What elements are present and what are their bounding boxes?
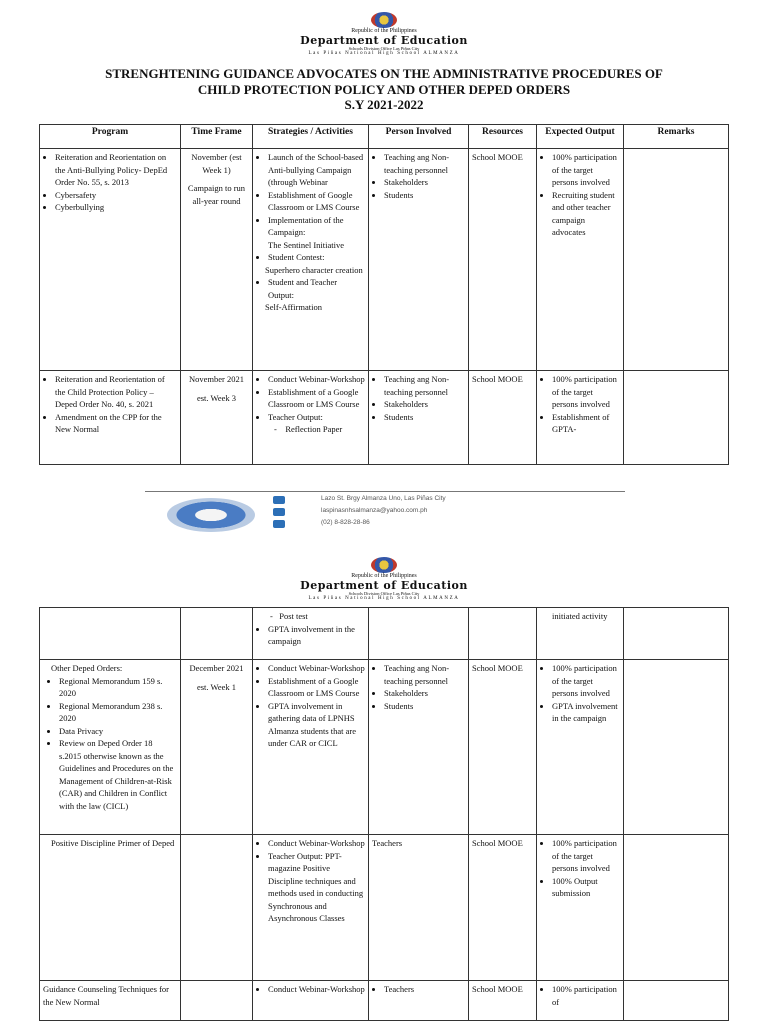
table-row [40, 660, 729, 835]
timeframe-cell: December 2021 est. Week 1 [181, 660, 253, 835]
col-timeframe: Time Frame [181, 125, 253, 149]
output-cell: • 100% participation of the target persons involved • Recruiting student and other teacher campaign advocates [537, 149, 624, 371]
persons-cell: • Teaching ang Non-teaching personnel • Stakeholders • Students [369, 149, 469, 371]
page-footer [145, 491, 625, 536]
republic-text: Republic of the Philippines [351, 28, 417, 34]
program-cell: Guidance Counseling Techniques for the New Normal [40, 981, 181, 1021]
footer-phone: (02) 8-828-28-86 [321, 519, 370, 526]
plan-table-page1 [39, 124, 729, 465]
footer-address: Lazo St. Brgy Almanza Uno, Las Piñas City [321, 495, 446, 502]
deped-seal-icon [371, 557, 397, 573]
remarks-cell [624, 149, 729, 371]
resources-cell: School MOOE [469, 149, 537, 371]
strategies-cell: • Conduct Webinar-Workshop [253, 981, 369, 1021]
output-cell: initiated activity [537, 608, 624, 660]
letterhead-page2: Republic of the Philippines Department of Education Schools Division Office Las Piñas City Las Piñas National High School ALMANZA [0, 557, 768, 602]
program-cell: Other Deped Orders: • Regional Memorandum 159 s. 2020 • Regional Memorandum 238 s. 2020 • Data Privacy • Review on Deped Order 18 s.2015 otherwise known as the Guidelines and Procedures on the Management of Children-at-Risk (CAR) and Children in Conflict with the law (CICL) [40, 660, 181, 835]
timeframe-cell: November 2021 est. Week 3 [181, 371, 253, 465]
document-title: STRENGHTENING GUIDANCE ADVOCATES ON THE ADMINISTRATIVE PROCEDURES OF CHILD PROTECTION POLICY AND OTHER DEPED ORDERS S.Y 2021-2022 [105, 66, 663, 112]
col-persons: Person Involved [369, 125, 469, 149]
strategies-cell: • Conduct Webinar-Workshop • Teacher Output: PPT-magazine Positive Discipline techniques and methods used in conducting Synchronous and Asynchronous Classes [253, 835, 369, 981]
school-logo-icon [167, 498, 255, 532]
table-header-row [40, 125, 729, 149]
table-row [40, 149, 729, 371]
division-text: Schools Division Office Las Piñas City [348, 46, 420, 51]
remarks-cell [624, 660, 729, 835]
footer-email: laspinasnhsalmanza@yahoo.com.ph [321, 507, 428, 514]
resources-cell: School MOOE [469, 981, 537, 1021]
phone-icon [273, 520, 285, 528]
strategies-cell: • Conduct Webinar-Workshop • Establishment of a Google Classroom or LMS Course • Teacher Output: - Reflection Paper [253, 371, 369, 465]
col-program: Program [40, 125, 181, 149]
remarks-cell [624, 371, 729, 465]
col-strategies: Strategies / Activities [253, 125, 369, 149]
deped-seal-icon [371, 12, 397, 28]
letterhead-page1 [0, 12, 768, 57]
program-cell: • Reiteration and Reorientation of the Child Protection Policy – Deped Order No. 40, s. 2021 • Amendment on the CPP for the New Normal [40, 371, 181, 465]
resources-cell: School MOOE [469, 660, 537, 835]
plan-table-page2 [39, 607, 729, 1021]
output-cell: • 100% participation of the target persons involved • Establishment of GPTA- [537, 371, 624, 465]
program-cell: • Reiteration and Reorientation on the Anti-Bullying Policy- DepEd Order No. 55, s. 2013 • Cybersafety • Cyberbullying [40, 149, 181, 371]
persons-cell: • Teaching ang Non-teaching personnel • Stakeholders • Students [369, 371, 469, 465]
output-cell: • 100% participation of the target persons involved • GPTA involvement in the campaign [537, 660, 624, 835]
department-name: Department of Education [300, 34, 468, 47]
col-remarks: Remarks [624, 125, 729, 149]
persons-cell: • Teachers [369, 981, 469, 1021]
strategies-cell: - Post test • GPTA involvement in the campaign [253, 608, 369, 660]
home-icon [273, 496, 285, 504]
persons-cell: • Teaching ang Non-teaching personnel • Stakeholders • Students [369, 660, 469, 835]
strategies-cell: • Launch of the School-based Anti-bullying Campaign (through Webinar • Establishment of Google Classroom or LMS Course • Implementation of the Campaign: The Sentinel Initiative • Student Contest: Superhero character creation • Student and Teacher Output: Self-Affirmation [253, 149, 369, 371]
persons-cell: Teachers [369, 835, 469, 981]
timeframe-cell: November (est Week 1) Campaign to run all-year round [181, 149, 253, 371]
remarks-cell [624, 835, 729, 981]
table-row [40, 371, 729, 465]
col-output: Expected Output [537, 125, 624, 149]
table-row [40, 835, 729, 981]
col-resources: Resources [469, 125, 537, 149]
table-row [40, 981, 729, 1021]
school-name: Las Piñas National High School ALMANZA [308, 51, 460, 56]
program-cell: Positive Discipline Primer of Deped [40, 835, 181, 981]
output-cell: • 100% participation of [537, 981, 624, 1021]
mail-icon [273, 508, 285, 516]
resources-cell: School MOOE [469, 371, 537, 465]
output-cell: • 100% participation of the target persons involved • 100% Output submission [537, 835, 624, 981]
resources-cell: School MOOE [469, 835, 537, 981]
strategies-cell: • Conduct Webinar-Workshop • Establishment of a Google Classroom or LMS Course • GPTA involvement in gathering data of LPNHS Almanza students that are under CAR or CICL [253, 660, 369, 835]
remarks-cell [624, 981, 729, 1021]
table-row [40, 608, 729, 660]
